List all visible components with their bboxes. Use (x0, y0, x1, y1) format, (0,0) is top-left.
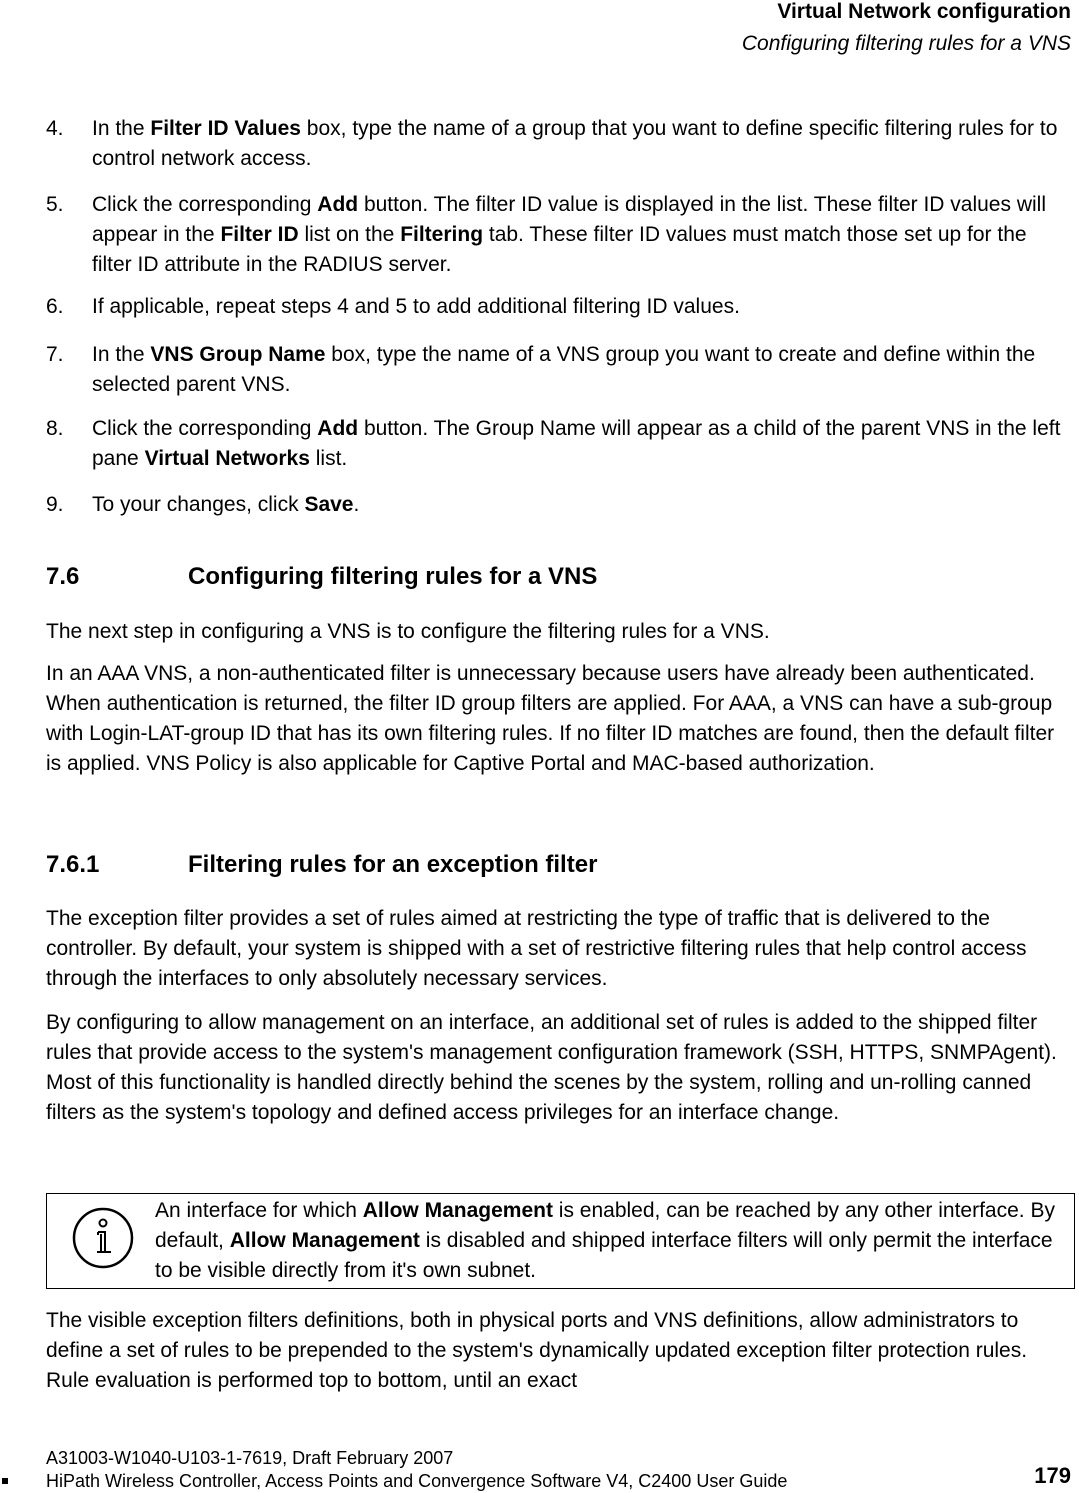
step-text: If applicable, repeat steps 4 and 5 to add additional filtering ID values. (92, 295, 740, 318)
step-number: 6. (46, 295, 64, 318)
note-box (46, 1193, 1075, 1289)
step-text: In the VNS Group Name box, type the name of a VNS group you want to create and define within the selected parent VNS. (92, 343, 1036, 396)
page-number: 179 (1034, 1463, 1071, 1488)
paragraph: By configuring to allow management on an interface, an additional set of rules is added to the shipped filter rules that provide access to the system's management configuration framework (SSH, HTTPS, SNMPAgent). Most of this functionality is handled directly behind the scenes by the system, rolling and un-rolling canned filters as the system's topology and defined access privileges for an interface change. (46, 1011, 1057, 1124)
step-text: Click the corresponding Add button. The filter ID value is displayed in the list. These filter ID values will appear in the Filter ID list on the Filtering tab. These filter ID values must match those set up for the filter ID attribute in the RADIUS server. (92, 193, 1046, 276)
paragraph: The visible exception filters definitions, both in physical ports and VNS definitions, allow administrators to define a set of rules to be prepended to the system's dynamically updated exception filter protection rules. Rule evaluation is performed top to bottom, until an exact (46, 1309, 1028, 1392)
info-icon (71, 1206, 135, 1270)
step-text: In the Filter ID Values box, type the name of a group that you want to define specific filtering rules for to control network access. (92, 117, 1058, 170)
step-number: 8. (46, 417, 64, 440)
section-number: 7.6 (46, 563, 80, 590)
footer-mark (2, 1478, 8, 1484)
step-text: Click the corresponding Add button. The Group Name will appear as a child of the parent VNS in the left pane Virtual Networks list. (92, 417, 1061, 470)
section-title: Filtering rules for an exception filter (188, 851, 598, 878)
step-8 (46, 414, 1071, 474)
step-number: 4. (46, 117, 64, 140)
step-9 (46, 490, 1071, 520)
running-header-subtitle: Configuring filtering rules for a VNS (741, 32, 1071, 55)
paragraph: The next step in configuring a VNS is to configure the filtering rules for a VNS. (46, 620, 770, 643)
footer-product: HiPath Wireless Controller, Access Points and Convergence Software V4, C2400 User Guide (46, 1471, 788, 1491)
step-7 (46, 340, 1071, 400)
step-text: To your changes, click Save. (92, 493, 360, 516)
step-5 (46, 190, 1071, 280)
step-4 (46, 114, 1071, 174)
paragraph: The exception filter provides a set of rules aimed at restricting the type of traffic that is delivered to the controller. By default, your system is shipped with a set of restrictive filtering rules that help control access through the interfaces to only absolutely necessary services. (46, 907, 1027, 990)
section-title: Configuring filtering rules for a VNS (188, 563, 598, 590)
step-number: 7. (46, 343, 64, 366)
step-number: 9. (46, 493, 64, 516)
section-heading-7-6 (46, 560, 597, 594)
section-heading-7-6-1 (46, 848, 597, 882)
step-number: 5. (46, 193, 64, 216)
paragraph: In an AAA VNS, a non-authenticated filter is unnecessary because users have already been authenticated. When authentication is returned, the filter ID group filters are applied. For AAA, a VNS can have a sub-group with Login-LAT-group ID that has its own filtering rules. If no filter ID matches are found, then the default filter is applied. VNS Policy is also applicable for Captive Portal and MAC-based authorization. (46, 662, 1055, 775)
section-number: 7.6.1 (46, 851, 100, 878)
note-text: An interface for which Allow Management is enabled, can be reached by any other interface. By default, Allow Management is disabled and shipped interface filters will only permit the interface to be visible directly from it's own subnet. (155, 1199, 1055, 1282)
footer-doc-id: A31003-W1040-U103-1-7619, Draft February 2007 (46, 1448, 454, 1468)
running-header-title: Virtual Network configuration (777, 0, 1071, 23)
step-6 (46, 292, 1071, 322)
